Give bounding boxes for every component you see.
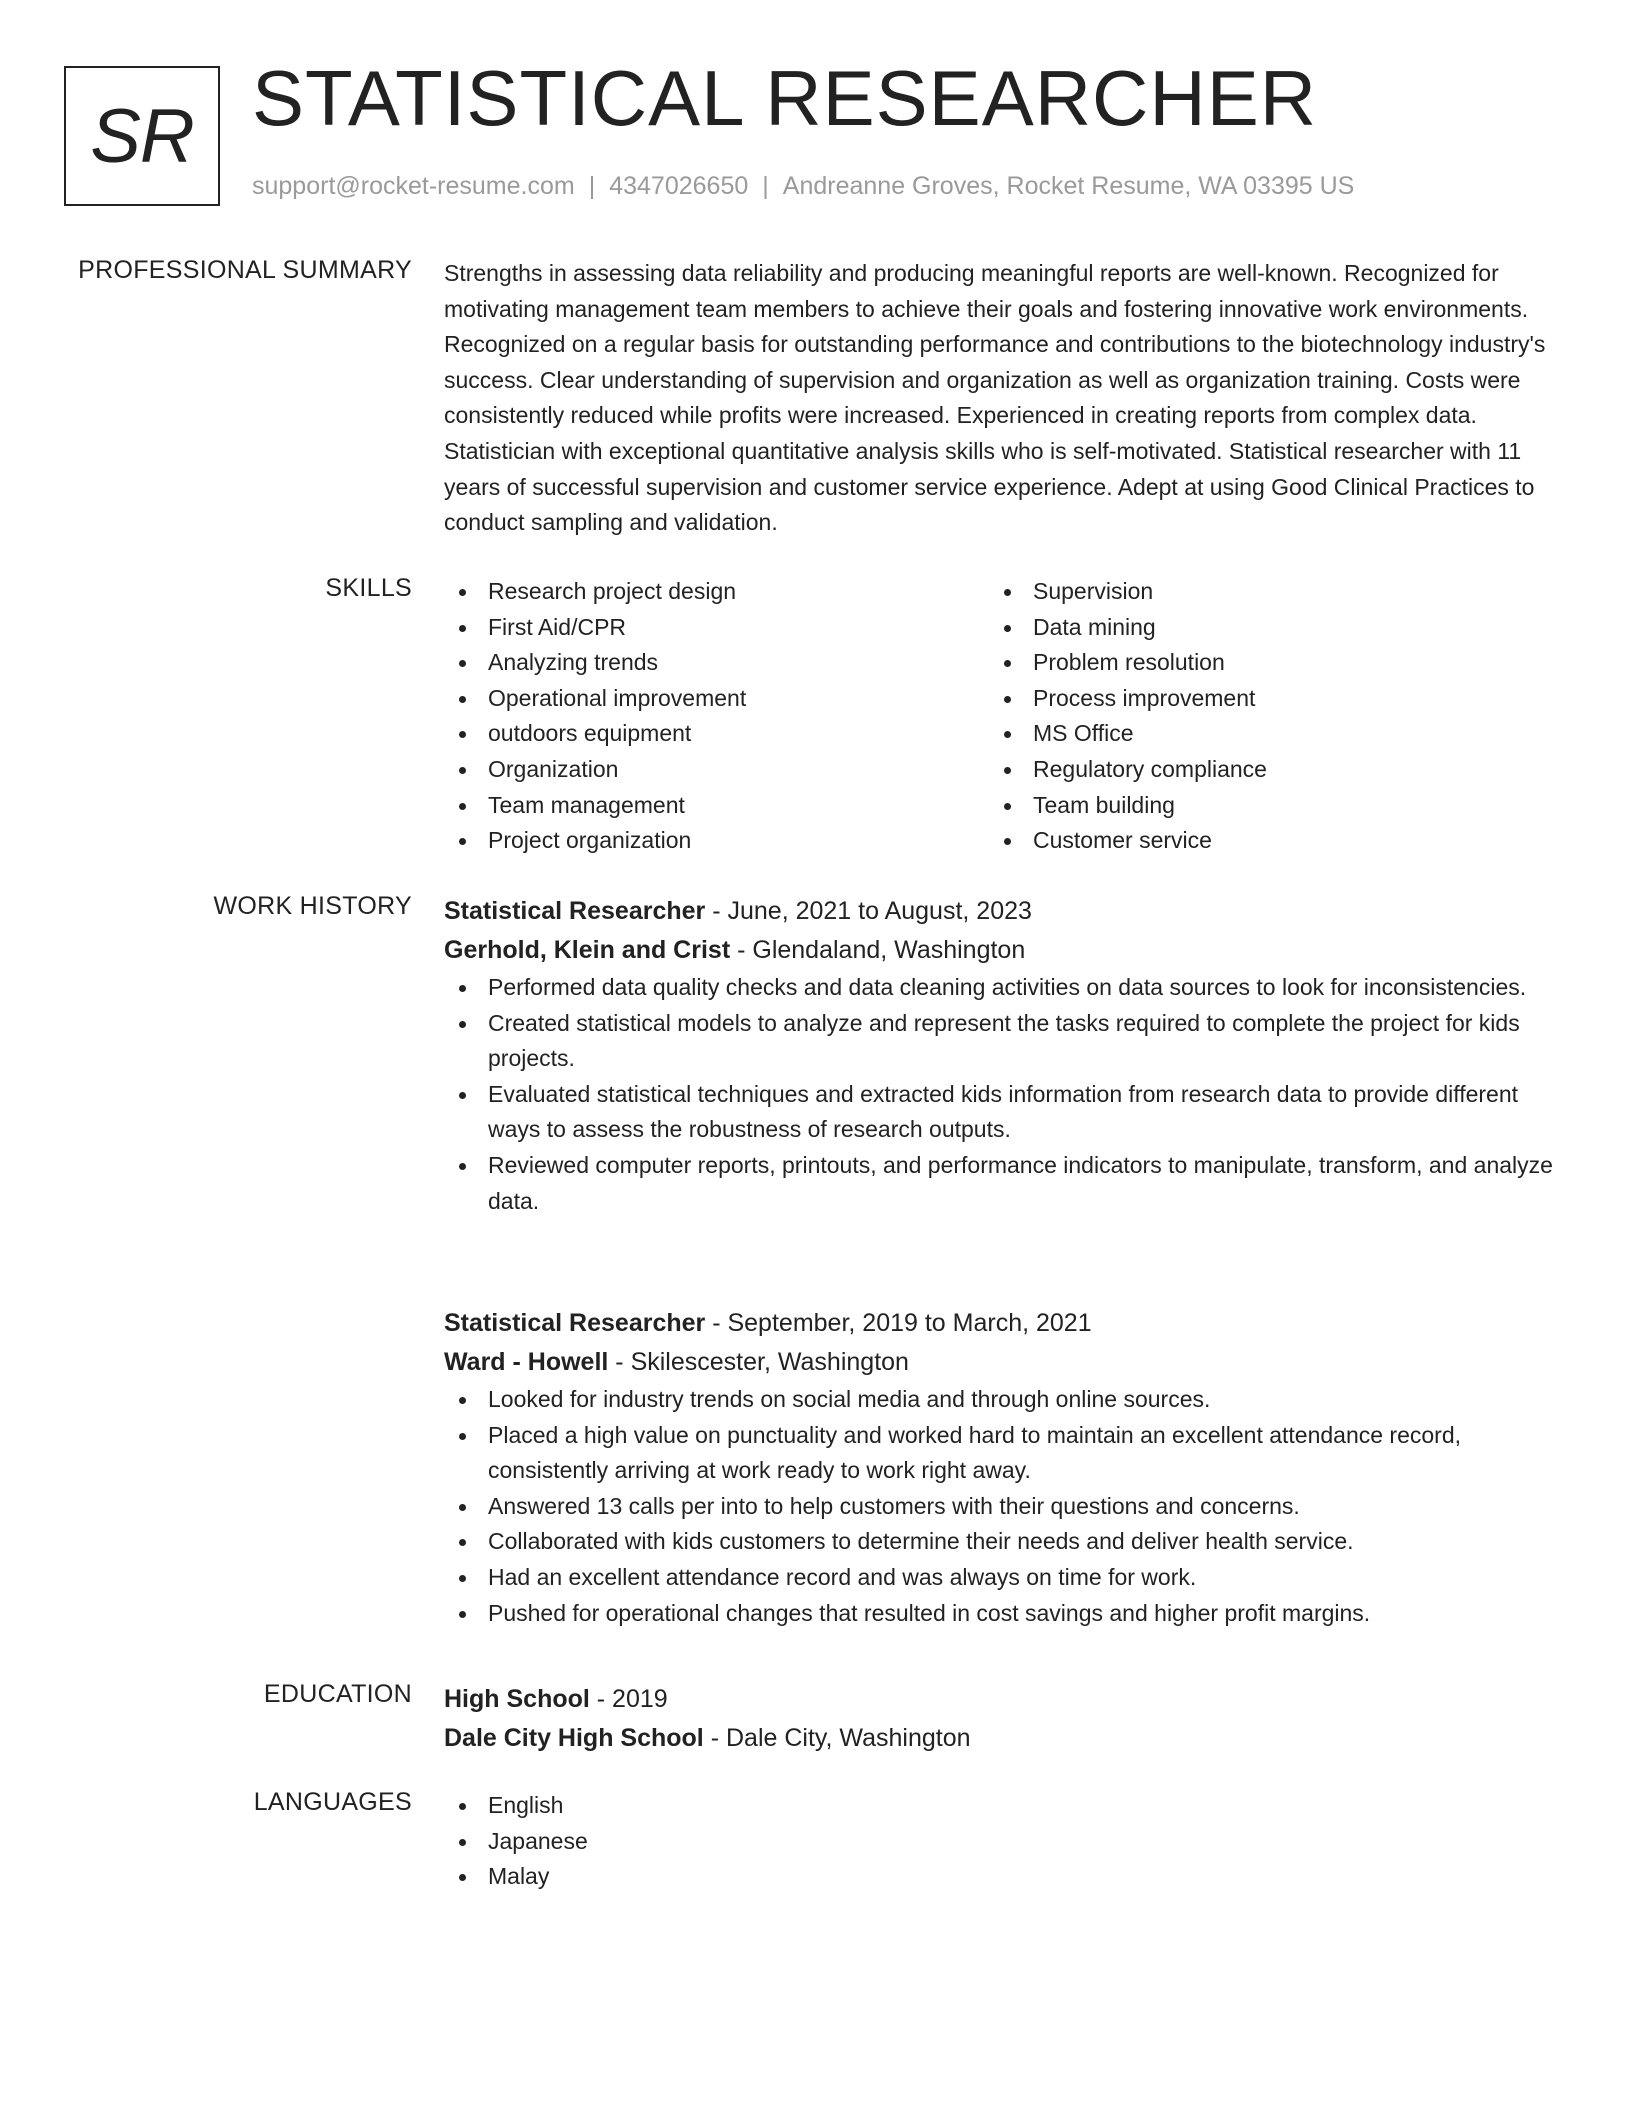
job-title-line <box>444 1304 1560 1343</box>
resume-name: STATISTICAL RESEARCHER <box>252 54 1318 142</box>
job-bullet: Collaborated with kids customers to determine their needs and deliver health service. <box>444 1524 1560 1560</box>
skills-body <box>444 574 1560 859</box>
job-company: Gerhold, Klein and Crist <box>444 936 731 964</box>
job-bullets <box>444 970 1560 1219</box>
monogram-initials: SR <box>90 93 194 179</box>
job-title: Statistical Researcher <box>444 1309 706 1337</box>
skill-item: Team management <box>444 788 989 824</box>
skills-list-left <box>444 574 989 859</box>
skills-list-right <box>989 574 1534 859</box>
job-bullet: Evaluated statistical techniques and extracted kids information from research data to provide different ways to assess the robustness of research outputs. <box>444 1077 1560 1148</box>
skill-item: Customer service <box>989 823 1534 859</box>
job-company-line <box>444 1343 1560 1382</box>
summary-heading: PROFESSIONAL SUMMARY <box>78 256 412 284</box>
skill-item: Organization <box>444 752 989 788</box>
summary-body <box>444 256 1560 541</box>
job-bullet: Had an excellent attendance record and was always on time for work. <box>444 1560 1560 1596</box>
summary-text: Strengths in assessing data reliability and producing meaningful reports are well-known. Recognized for motivating management team members to achieve their goals and fostering innovative work environments. Recognized on a regular basis for outstanding performance and contributions to the biotechnology industry's success. Clear understanding of supervision and organization as well as organization training. Costs were consistently reduced while profits were increased. Experienced in creating reports from complex data. Statistician with exceptional quantitative analysis skills who is self-motivated. Statistical researcher with 11 years of successful supervision and customer service experience. Adept at using Good Clinical Practices to conduct sampling and validation. <box>444 260 1546 536</box>
education-body <box>444 1680 1560 1758</box>
education-degree-line <box>444 1680 1560 1719</box>
skill-item: Project organization <box>444 823 989 859</box>
languages-list <box>444 1788 1560 1895</box>
skills-grid <box>444 574 1560 859</box>
contact-address: Andreanne Groves, Rocket Resume, WA 03395 US <box>782 172 1355 200</box>
skill-item: Supervision <box>989 574 1534 610</box>
job-company-line <box>444 931 1560 970</box>
languages-body <box>444 1788 1560 1895</box>
skill-item: Regulatory compliance <box>989 752 1534 788</box>
skill-item: First Aid/CPR <box>444 610 989 646</box>
job-title: Statistical Researcher <box>444 897 706 925</box>
skill-item: Research project design <box>444 574 989 610</box>
job-entry <box>444 892 1560 1219</box>
language-item: Malay <box>444 1859 1560 1895</box>
education-location: - Dale City, Washington <box>703 1724 971 1752</box>
job-bullets <box>444 1382 1560 1631</box>
skill-item: Process improvement <box>989 681 1534 717</box>
contact-line <box>252 172 1354 201</box>
contact-email: support@rocket-resume.com <box>252 172 575 200</box>
job-location: - Glendaland, Washington <box>730 936 1026 964</box>
contact-phone: 4347026650 <box>609 172 749 200</box>
job-bullet: Reviewed computer reports, printouts, and performance indicators to manipulate, transform, and analyze data. <box>444 1148 1560 1219</box>
education-year: - 2019 <box>589 1685 668 1713</box>
language-item: Japanese <box>444 1824 1560 1860</box>
job-dates: - June, 2021 to August, 2023 <box>705 897 1032 925</box>
monogram-box <box>64 66 220 206</box>
skill-item: MS Office <box>989 716 1534 752</box>
job-location: - Skilescester, Washington <box>608 1348 909 1376</box>
job-bullet: Performed data quality checks and data cleaning activities on data sources to look for inconsistencies. <box>444 970 1560 1006</box>
job-company: Ward - Howell <box>444 1348 609 1376</box>
job-bullet: Answered 13 calls per into to help customers with their questions and concerns. <box>444 1489 1560 1525</box>
skill-item: Data mining <box>989 610 1534 646</box>
education-school-line <box>444 1719 1560 1758</box>
contact-separator: | <box>588 172 596 200</box>
skill-item: outdoors equipment <box>444 716 989 752</box>
contact-separator: | <box>762 172 769 200</box>
job-bullet: Placed a high value on punctuality and worked hard to maintain an excellent attendance record, consistently arriving at work ready to work right away. <box>444 1418 1560 1489</box>
job-dates: - September, 2019 to March, 2021 <box>705 1309 1092 1337</box>
skill-item: Problem resolution <box>989 645 1534 681</box>
job-bullet: Created statistical models to analyze and represent the tasks required to complete the project for kids projects. <box>444 1006 1560 1077</box>
skill-item: Operational improvement <box>444 681 989 717</box>
languages-heading: LANGUAGES <box>253 1788 412 1816</box>
skills-heading: SKILLS <box>325 574 412 602</box>
skill-item: Analyzing trends <box>444 645 989 681</box>
job-bullet: Pushed for operational changes that resulted in cost savings and higher profit margins. <box>444 1596 1560 1632</box>
education-school: Dale City High School <box>444 1724 704 1752</box>
skill-item: Team building <box>989 788 1534 824</box>
job-bullet: Looked for industry trends on social media and through online sources. <box>444 1382 1560 1418</box>
education-heading: EDUCATION <box>263 1680 412 1708</box>
work-history-heading: WORK HISTORY <box>213 892 412 920</box>
education-degree: High School <box>444 1685 590 1713</box>
job-entry <box>444 1304 1560 1631</box>
language-item: English <box>444 1788 1560 1824</box>
job-title-line <box>444 892 1560 931</box>
